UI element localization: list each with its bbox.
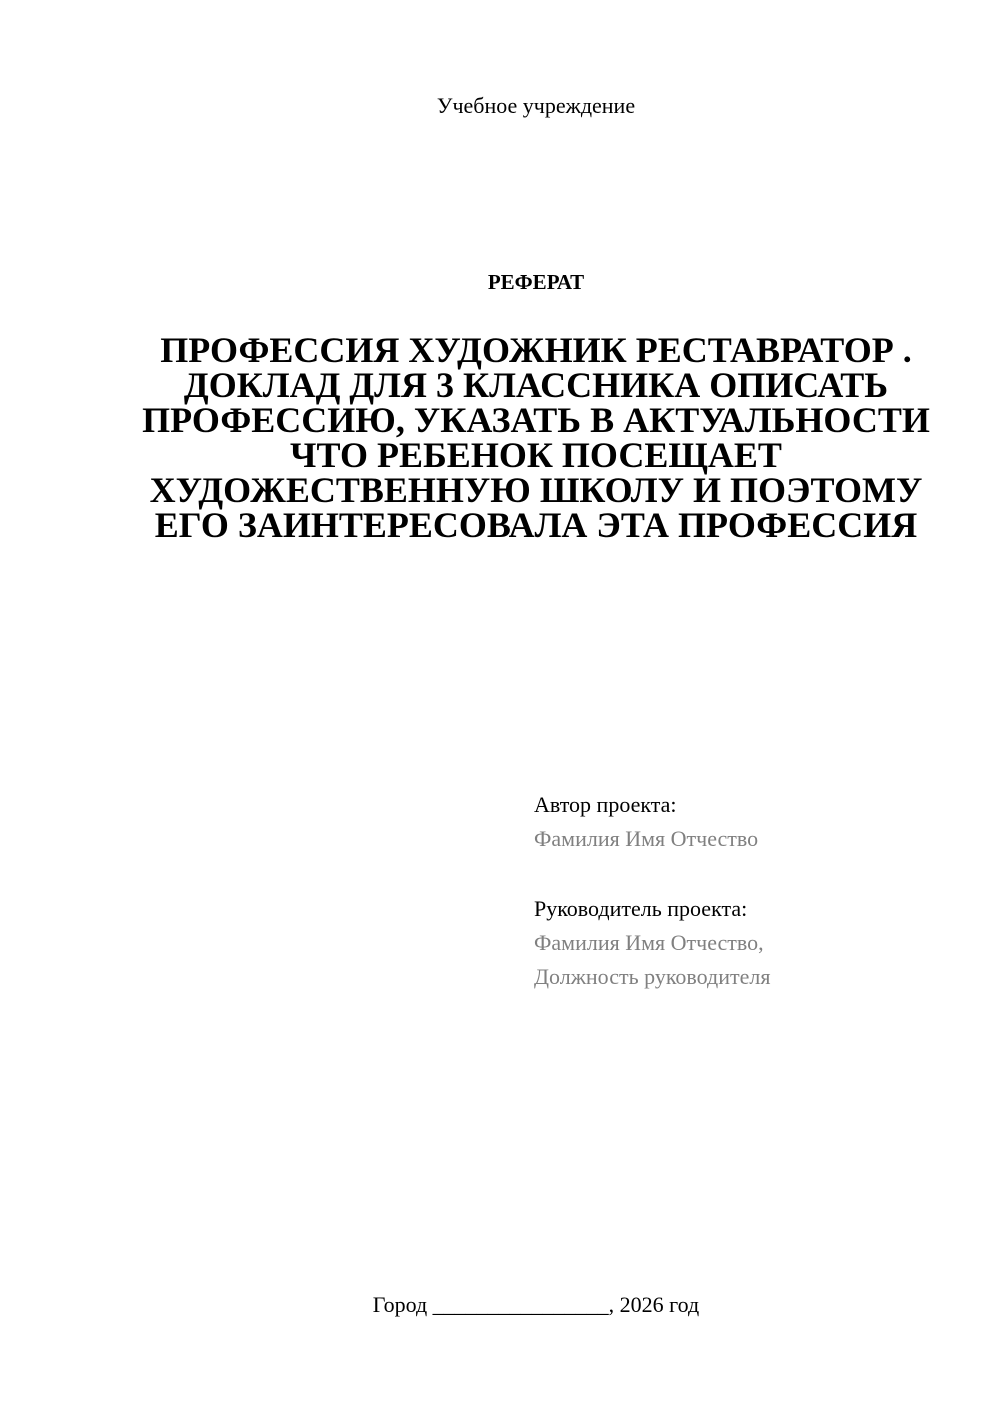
supervisor-name: Фамилия Имя Отчество, <box>534 930 764 955</box>
city-year-line: Город ________________, 2026 год <box>372 1292 700 1317</box>
spacer <box>534 856 974 892</box>
author-name: Фамилия Имя Отчество <box>534 826 759 851</box>
institution-name: Учебное учреждение <box>436 93 636 118</box>
supervisor-label: Руководитель проекта: <box>534 896 748 921</box>
supervisor-position: Должность руководителя <box>534 964 771 989</box>
author-label: Автор проекта: <box>534 792 677 817</box>
project-roles <box>534 788 974 994</box>
document-type: РЕФЕРАТ <box>487 270 585 294</box>
document-title: ПРОФЕССИЯ ХУДОЖНИК РЕСТАВРАТОР . ДОКЛАД ДЛЯ 3 КЛАССНИКА ОПИСАТЬ ПРОФЕССИЮ, УКАЗАТЬ В АКТУАЛЬНОСТИ ЧТО РЕБЕНОК ПОСЕЩАЕТ ХУДОЖЕСТВЕННУЮ ШКОЛУ И ПОЭТОМУ ЕГО ЗАИНТЕРЕСОВАЛА ЭТА ПРОФЕССИЯ <box>142 330 930 545</box>
